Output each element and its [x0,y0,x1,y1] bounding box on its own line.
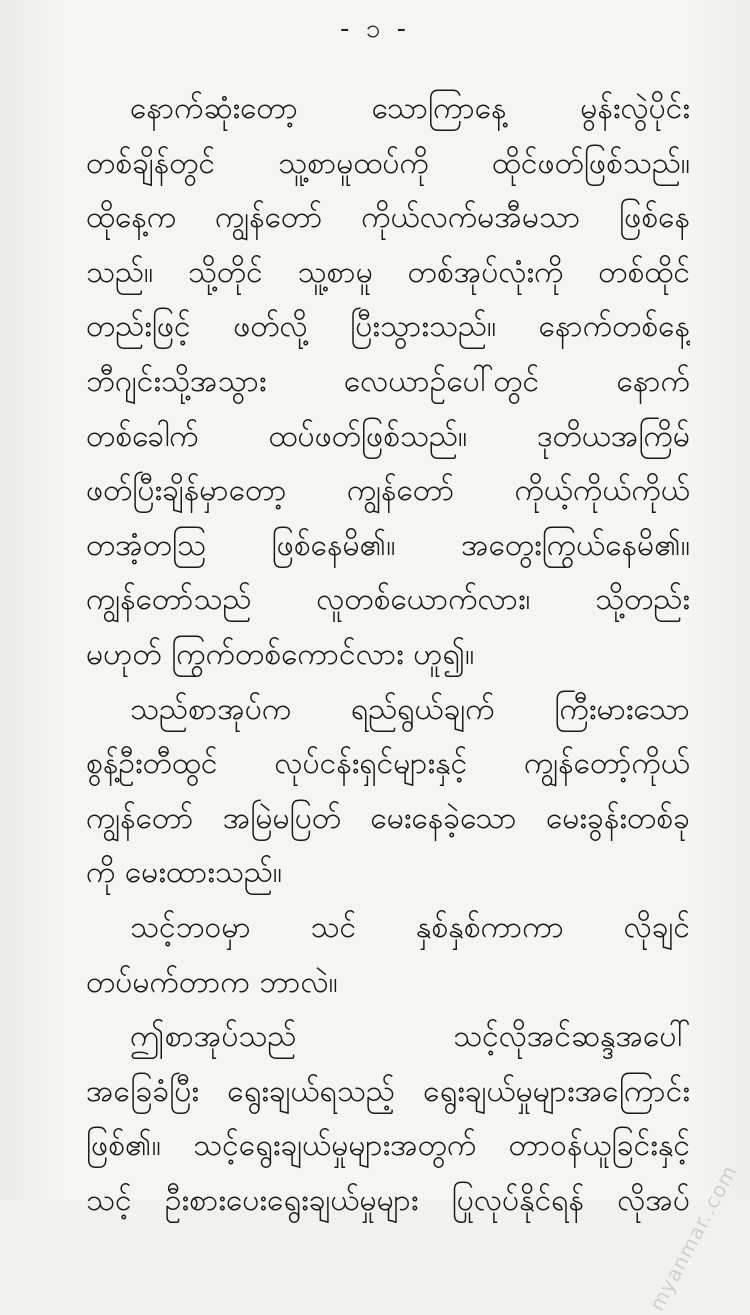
text-line: ကို မေးထားသည်။ [86,855,282,891]
text-line: ကျွန်တော်သည် လူတစ်ယောက်လား၊ သို့တည်း [86,582,690,618]
text-line: တစ်ခေါက် ထပ်ဖတ်ဖြစ်သည်။ ဒုတိယအကြိမ် [86,418,690,454]
text-line: တစ်ချိန်တွင် သူ့စာမူထပ်ကို ထိုင်ဖတ်ဖြစ်သည်။ [86,145,690,181]
text-line: ဤစာအုပ်သည် သင့်လိုအင်ဆန္ဒအပေါ် [130,1019,690,1055]
text-line: သင့် ဦးစားပေးရွေးချယ်မှုများ ပြုလုပ်နိုင်ရန် လိုအပ် [86,1182,690,1218]
text-line: အခြေခံပြီး ရွေးချယ်ရသည့် ရွေးချယ်မှုများအကြောင်း [86,1073,690,1109]
text-line: တည်းဖြင့် ဖတ်လို့ ပြီးသွားသည်။ နောက်တစ်နေ့ [86,309,690,345]
text-line: ထိုနေ့က ကျွန်တော် ကိုယ်လက်မအီမသာ ဖြစ်နေ [86,200,690,236]
text-line: ဘီဂျင်းသို့အသွား လေယာဉ်ပေါ်တွင် နောက် [86,363,690,399]
text-line: ဖတ်ပြီးချိန်မှာတော့ ကျွန်တော် ကိုယ့်ကိုယ်ကိုယ် [86,473,690,509]
text-line: နောက်ဆုံးတော့ သောကြာနေ့ မွန်းလွဲပိုင်း [130,91,690,126]
watermark: myanmar..com [644,1160,742,1315]
text-line: သည်။ သို့တိုင် သူ့စာမူ တစ်အုပ်လုံးကို တစ်ထိုင် [86,254,690,290]
text-line: သင့်ဘဝမှာ သင် နှစ်နှစ်ကာကာ လိုချင် [130,909,690,945]
text-line: ဖြစ်၏။ သင့်ရွေးချယ်မှုများအတွက် တာဝန်ယူခြင်းနှင့် [86,1128,690,1164]
text-line: တအံ့တသြ ဖြစ်နေမိ၏။ အတွေးကြွယ်နေမိ၏။ [86,527,690,563]
page-number: - ၁ - [340,14,410,44]
text-line: စွန့်ဦးတီထွင် လုပ်ငန်းရှင်များနှင့် ကျွန်တော့်ကိုယ် [86,746,690,782]
text-line: သည်စာအုပ်က ရည်ရွယ်ချက် ကြီးမားသော [130,691,690,727]
text-line: တပ်မက်တာက ဘာလဲ။ [86,964,338,1000]
body-text [86,82,690,1228]
text-line: မဟုတ် ကြွက်တစ်ကောင်လား ဟူ၍။ [86,636,475,672]
text-line: ကျွန်တော် အမြဲမပြတ် မေးနေခဲ့သော မေးခွန်းတစ်ခု [86,800,690,836]
